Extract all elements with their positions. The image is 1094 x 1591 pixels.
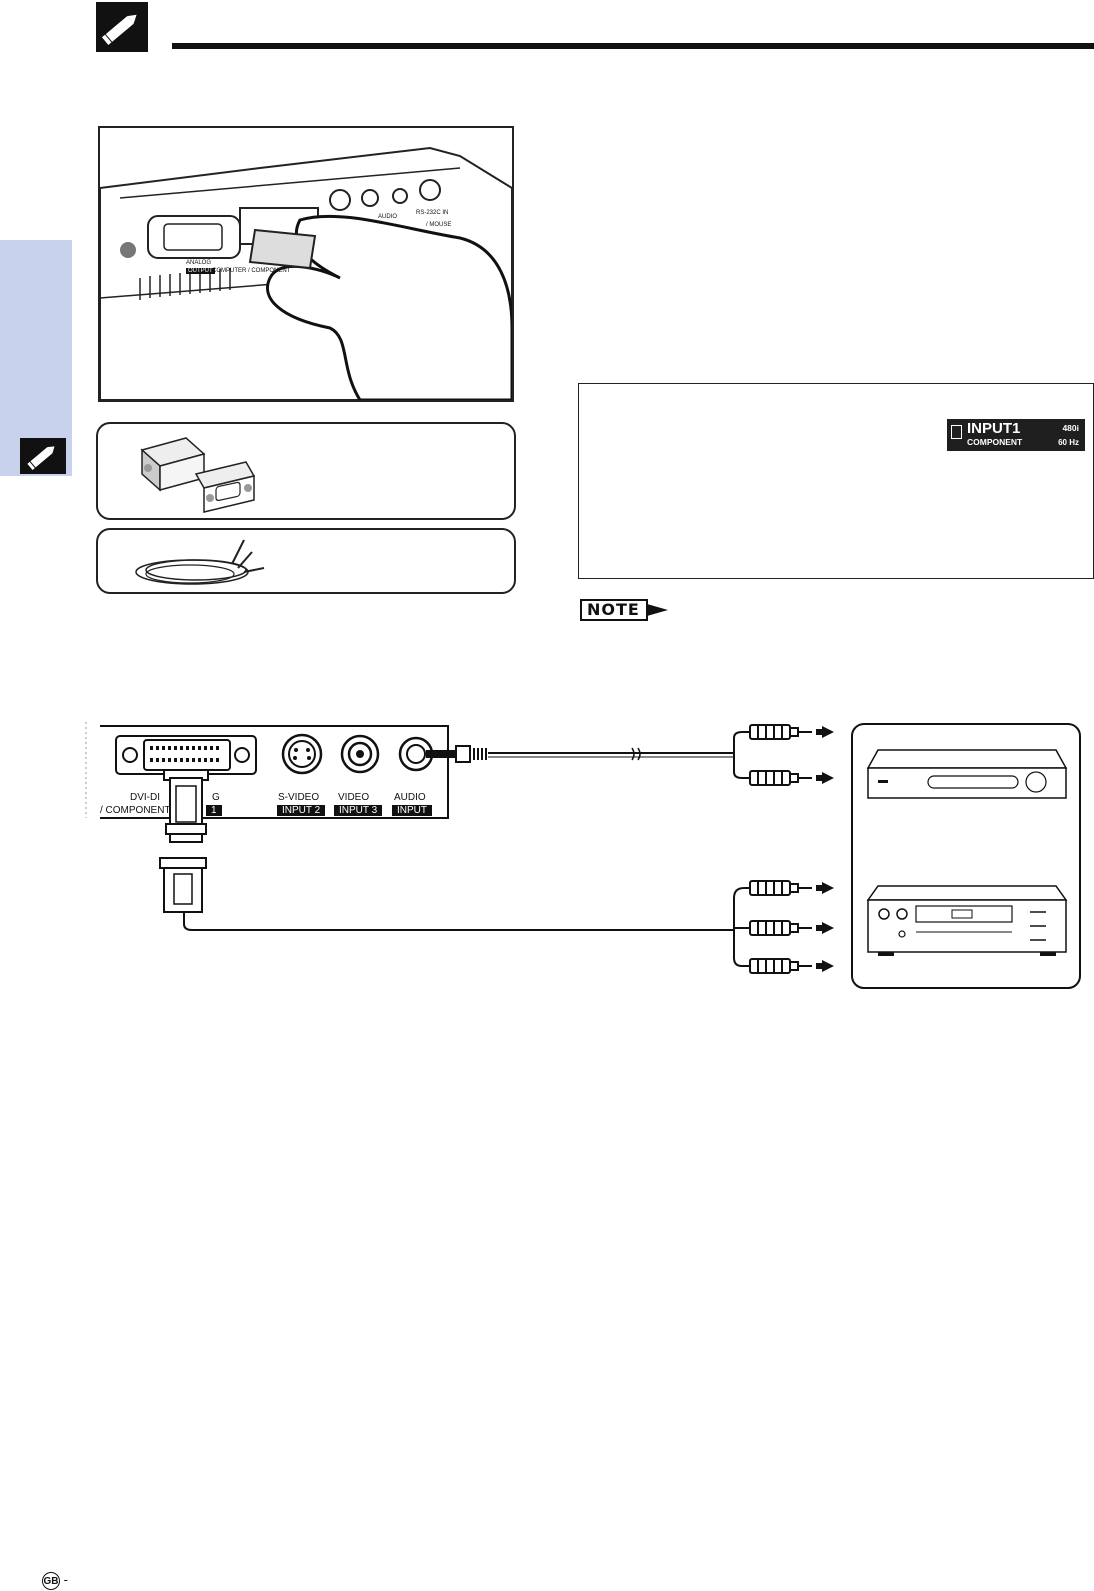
pencil-icon bbox=[20, 438, 66, 474]
connection-diagram bbox=[78, 722, 1094, 1008]
page-number-suffix: - bbox=[63, 1572, 68, 1587]
dvi-adaptor-illustration bbox=[136, 430, 266, 516]
input1-fragment-label: 1 bbox=[206, 805, 222, 816]
video-label: VIDEO bbox=[338, 792, 370, 803]
osd-frame bbox=[578, 383, 1094, 579]
cable-illustration bbox=[132, 534, 272, 592]
input2-label: INPUT 2 bbox=[277, 805, 325, 816]
input3-label: INPUT 3 bbox=[334, 805, 382, 816]
osd-title: INPUT1 bbox=[967, 420, 1021, 437]
audio-input-label: INPUT bbox=[392, 805, 432, 816]
region-badge: GB bbox=[42, 1572, 60, 1590]
osd-subtitle: COMPONENT bbox=[967, 437, 1023, 447]
analog-label: ANALOG bbox=[186, 260, 212, 266]
adaptor-accessory-box bbox=[96, 422, 516, 520]
component-label: / COMPONENT bbox=[100, 805, 171, 816]
audio-label: AUDIO bbox=[378, 214, 398, 220]
output-label: OUTPUT bbox=[188, 268, 213, 274]
computer-component-label: COMPUTER / COMPONENT bbox=[212, 268, 291, 274]
analog-fragment-label: G bbox=[212, 792, 220, 803]
svideo-label: S-VIDEO bbox=[278, 792, 320, 803]
osd-frequency: 60 Hz bbox=[1058, 438, 1079, 447]
osd-resolution: 480i bbox=[1062, 423, 1079, 433]
note-label: NOTE bbox=[587, 600, 640, 619]
connection-photo bbox=[98, 126, 514, 402]
monitor-icon bbox=[951, 425, 962, 439]
rs232c-label: RS-232C IN bbox=[416, 210, 449, 216]
mouse-label: / MOUSE bbox=[426, 222, 452, 228]
cable-accessory-box bbox=[96, 528, 516, 594]
header-rule bbox=[172, 43, 1094, 49]
pencil-icon bbox=[96, 2, 148, 52]
osd-input-display bbox=[947, 419, 1085, 451]
dvi-label: DVI-DI bbox=[130, 792, 160, 803]
page-footer bbox=[42, 1572, 68, 1590]
audio-label: AUDIO bbox=[394, 792, 426, 803]
